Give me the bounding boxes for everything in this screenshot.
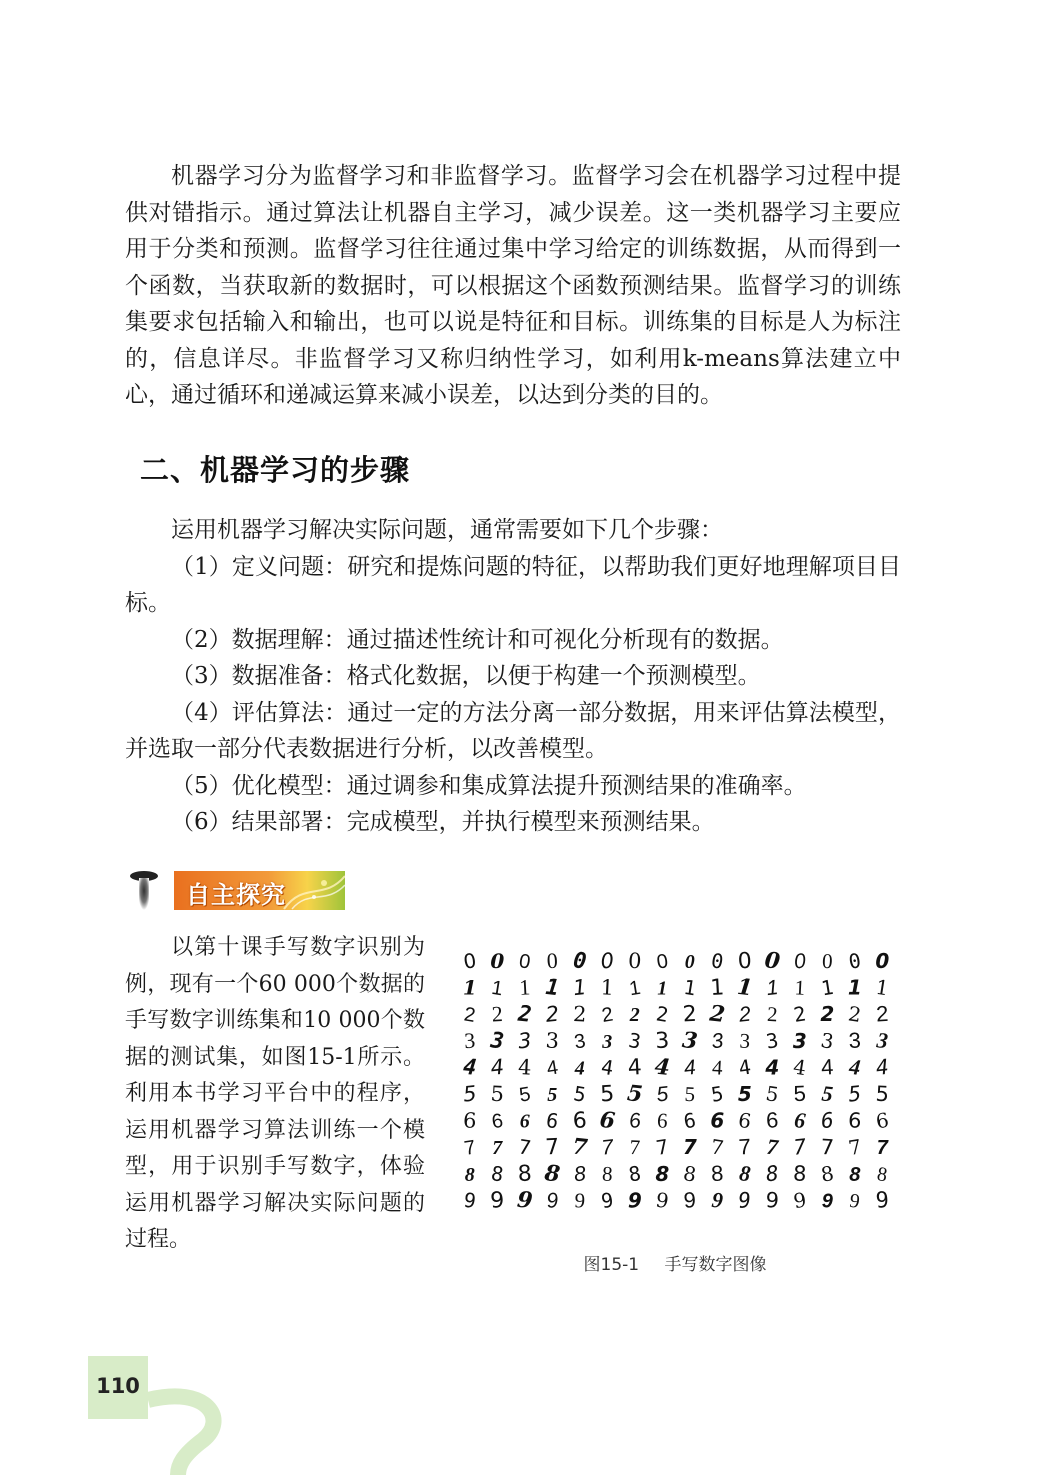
digit-glyph: 6 [598, 1106, 617, 1135]
digit-glyph: 7 [792, 1134, 808, 1160]
digit-glyph: 6 [572, 1108, 588, 1134]
digit-glyph: 4 [461, 1054, 478, 1082]
digit-glyph: 6 [490, 1109, 505, 1134]
digit-glyph: 3 [819, 1027, 836, 1054]
digit-glyph: 1 [709, 975, 725, 1001]
digit-glyph: 5 [709, 1081, 726, 1107]
digit-glyph: 1 [735, 973, 754, 1002]
step-item: （5）优化模型：通过调参和集成算法提升预测结果的准确率。 [171, 772, 807, 799]
digit-glyph: 9 [821, 1190, 833, 1213]
digit-glyph: 6 [544, 1107, 561, 1134]
digit-glyph: 2 [708, 1000, 727, 1028]
digit-glyph: 0 [763, 947, 782, 975]
digit-glyph: 2 [516, 1001, 533, 1028]
digit-glyph: 7 [876, 1137, 888, 1160]
digit-glyph: 1 [571, 974, 588, 1001]
digit-glyph: 6 [681, 1107, 698, 1134]
digit-glyph: 4 [545, 1056, 560, 1081]
digit-glyph: 4 [820, 1054, 835, 1080]
digit-glyph: 8 [572, 1162, 587, 1187]
digit-glyph: 5 [489, 1081, 505, 1107]
digit-glyph: 5 [517, 1083, 533, 1107]
digit-glyph: 3 [792, 1028, 807, 1053]
digit-glyph: 1 [544, 974, 561, 1002]
digit-glyph: 8 [464, 1163, 475, 1186]
explore-text: 以第十课手写数字识别为例，现有一个60 000个数据的手写数字训练集和10 000个数据的测试集，如图15-1所示。利用本书学习平台中的程序，运用机器学习算法训练一个模型，用于识别手写数字，体验运用机器学习解决实际问题的过程。 [125, 935, 425, 1252]
digit-glyph: 9 [627, 1188, 642, 1213]
page-number: 110 [96, 1374, 140, 1398]
digit-glyph: 9 [461, 1187, 478, 1214]
digit-glyph: 0 [517, 950, 532, 974]
figure-caption [452, 1250, 898, 1275]
digit-glyph: 5 [737, 1082, 752, 1106]
digit-glyph: 9 [737, 1187, 753, 1213]
digit-glyph: 6 [519, 1110, 530, 1133]
digit-glyph: 2 [820, 1002, 835, 1027]
digit-glyph: 4 [599, 1054, 616, 1081]
digit-glyph: 9 [847, 1189, 862, 1214]
digit-glyph: 9 [764, 1188, 780, 1213]
step-item: （2）数据理解：通过描述性统计和可视化分析现有的数据。 [171, 626, 784, 653]
digit-glyph: 9 [515, 1186, 534, 1215]
digit-glyph: 9 [599, 1187, 616, 1214]
digit-glyph: 3 [848, 1027, 862, 1054]
digit-glyph: 9 [545, 1188, 560, 1213]
digit-glyph: 5 [793, 1080, 807, 1107]
digit-glyph: 7 [709, 1134, 726, 1161]
digit-glyph: 2 [654, 1001, 671, 1027]
digit-glyph: 2 [600, 1003, 615, 1027]
digit-glyph: 7 [846, 1134, 863, 1161]
digit-glyph: 1 [681, 974, 698, 1001]
digit-glyph: 8 [738, 1160, 752, 1187]
digit-glyph: 6 [874, 1107, 891, 1134]
digit-glyph: 2 [572, 1001, 588, 1027]
digit-glyph: 0 [792, 949, 807, 974]
digit-glyph: 6 [710, 1108, 725, 1133]
digit-glyph: 0 [821, 948, 834, 974]
explorer-figure-icon [124, 870, 164, 912]
digit-glyph: 5 [461, 1081, 478, 1107]
digit-glyph: 7 [570, 1133, 589, 1161]
digit-glyph: 1 [462, 975, 477, 1000]
digit-glyph: 7 [492, 1137, 503, 1160]
digit-glyph: 3 [654, 1028, 670, 1055]
digit-grid [452, 946, 898, 1230]
digit-glyph: 8 [601, 1161, 614, 1187]
digit-glyph: 4 [627, 1055, 643, 1081]
digit-glyph: 7 [462, 1136, 478, 1160]
explore-banner [174, 871, 345, 910]
intro-paragraph: 机器学习分为监督学习和非监督学习。监督学习会在机器学习过程中提供对错指示。通过算法让机器自主学习，减少误差。这一类机器学习主要应用于分类和预测。监督学习往往通过集中学习给定的训练数据，从而得到一个函数，当获取新的数据时，可以根据这个函数预测结果。监督学习的训练集要求包括输入和输出，也可以说是特征和目标。训练集的目标是人为标注的，信息详尽。非监督学习又称归纳性学习，如利用k-means算法建立中心，通过循环和递减运算来减小误差，以达到分类的目的。 [125, 163, 901, 408]
digit-glyph: 9 [683, 1187, 697, 1213]
digit-glyph: 0 [875, 949, 890, 973]
figure-title: 手写数字图像 [664, 1255, 767, 1275]
digit-glyph: 1 [874, 974, 891, 1001]
digit-glyph: 0 [627, 948, 643, 974]
step-item: （6）结果部署：完成模型，并执行模型来预测结果。 [171, 809, 715, 835]
digit-glyph: 4 [765, 1055, 780, 1080]
digit-glyph: 5 [683, 1081, 696, 1107]
digit-glyph: 3 [764, 1028, 781, 1054]
digit-glyph: 9 [791, 1187, 808, 1214]
digit-glyph: 8 [875, 1163, 889, 1187]
digit-glyph: 2 [629, 1004, 640, 1027]
digit-glyph: 5 [847, 1081, 863, 1107]
digit-glyph: 4 [574, 1057, 585, 1080]
digit-glyph: 4 [874, 1054, 890, 1080]
digit-glyph: 5 [571, 1081, 588, 1107]
digit-glyph: 5 [764, 1081, 781, 1107]
digit-glyph: 2 [791, 1001, 808, 1027]
digit-glyph: 4 [517, 1055, 533, 1080]
digit-glyph: 9 [875, 1188, 890, 1214]
digit-glyph: 0 [599, 948, 616, 974]
digit-glyph: 3 [875, 1027, 890, 1054]
digit-glyph: 0 [684, 951, 695, 973]
page-number-box [88, 1356, 148, 1419]
digit-glyph: 3 [626, 1028, 643, 1054]
digit-glyph: 3 [489, 1028, 506, 1055]
digit-glyph: 8 [543, 1160, 562, 1188]
digit-glyph: 6 [462, 1108, 478, 1133]
digit-glyph: 2 [875, 1000, 890, 1027]
digit-glyph: 5 [655, 1082, 670, 1107]
digit-glyph: 8 [849, 1163, 861, 1186]
digit-glyph: 3 [572, 1030, 588, 1054]
digit-glyph: 2 [846, 1001, 863, 1028]
digit-glyph: 5 [547, 1084, 558, 1106]
digit-glyph: 5 [625, 1080, 644, 1108]
digit-glyph: 6 [656, 1108, 669, 1133]
digit-glyph: 0 [737, 948, 753, 975]
digit-glyph: 9 [573, 1188, 586, 1213]
digit-glyph: 8 [710, 1160, 725, 1187]
digit-glyph: 8 [655, 1161, 670, 1186]
digit-glyph: 1 [599, 975, 615, 1000]
digit-glyph: 7 [819, 1134, 835, 1160]
digit-glyph: 9 [489, 1188, 505, 1214]
digit-glyph: 2 [737, 1002, 752, 1027]
digit-glyph: 8 [681, 1160, 698, 1187]
handwritten-digits-image [452, 946, 898, 1230]
digit-glyph: 7 [600, 1135, 615, 1160]
digit-glyph: 6 [736, 1107, 753, 1134]
digit-glyph: 7 [738, 1133, 752, 1160]
digit-glyph: 6 [819, 1108, 835, 1134]
digit-glyph: 7 [765, 1133, 780, 1160]
digit-glyph: 1 [518, 974, 531, 1000]
digit-glyph: 8 [626, 1161, 643, 1187]
digit-glyph: 6 [793, 1107, 807, 1134]
digit-glyph: 9 [654, 1187, 671, 1214]
digit-glyph: 8 [792, 1161, 808, 1187]
digit-glyph: 2 [766, 1001, 779, 1027]
digit-glyph: 3 [544, 1028, 560, 1054]
digit-glyph: 3 [710, 1029, 725, 1054]
digit-glyph: 3 [680, 1027, 699, 1055]
digit-glyph: 3 [516, 1028, 533, 1054]
digit-glyph: 3 [463, 1027, 476, 1054]
digit-glyph: 5 [599, 1081, 615, 1108]
step-item: （3）数据准备：格式化数据，以便于构建一个预测模型。 [171, 663, 761, 689]
steps-block [125, 512, 901, 841]
figure-number: 图15-1 [583, 1255, 640, 1275]
digit-glyph: 3 [602, 1030, 613, 1053]
digit-glyph: 7 [682, 1135, 697, 1160]
digit-glyph: 6 [847, 1108, 863, 1133]
digit-glyph: 8 [489, 1161, 506, 1187]
digit-glyph: 4 [791, 1054, 808, 1081]
digit-glyph: 0 [571, 948, 588, 975]
digit-glyph: 8 [764, 1161, 780, 1187]
digit-glyph: 7 [628, 1134, 641, 1160]
digit-glyph: 9 [710, 1186, 725, 1213]
digit-glyph: 7 [516, 1134, 533, 1160]
digit-glyph: 6 [765, 1107, 780, 1133]
digit-glyph: 4 [848, 1053, 862, 1080]
digit-glyph: 1 [819, 974, 836, 1001]
digit-glyph: 2 [462, 1003, 477, 1027]
digit-glyph: 7 [654, 1134, 671, 1160]
digit-glyph: 4 [682, 1055, 697, 1080]
section-title: 二、机器学习的步骤 [140, 453, 411, 487]
explore-label: 自主探究 [186, 881, 286, 909]
digit-glyph: 2 [682, 1001, 698, 1028]
digit-glyph: 8 [819, 1160, 836, 1187]
step-item: （1）定义问题：研究和提炼问题的特征，以帮助我们更好地理解项目目标。 [125, 553, 901, 616]
steps-intro: 运用机器学习解决实际问题，通常需要如下几个步骤： [171, 517, 723, 543]
digit-glyph: 5 [820, 1080, 835, 1107]
digit-glyph: 4 [736, 1054, 753, 1081]
digit-glyph: 8 [517, 1161, 533, 1188]
step-item: （4）评估算法：通过一定的方法分离一部分数据，用来评估算法模型，并选取一部分代表数据进行分析，以改善模型。 [125, 699, 901, 762]
digit-glyph: 4 [489, 1054, 506, 1081]
digit-glyph: 0 [846, 948, 863, 974]
digit-glyph: 0 [709, 948, 726, 974]
digit-glyph: 4 [653, 1053, 672, 1082]
digit-glyph: 2 [544, 1001, 561, 1027]
digit-glyph: 7 [544, 1134, 560, 1161]
digit-glyph: 2 [491, 1000, 504, 1027]
digit-glyph: 0 [490, 949, 505, 973]
digit-glyph: 4 [711, 1055, 724, 1080]
digit-glyph: 0 [655, 950, 670, 974]
page-hook-decoration [148, 1380, 228, 1475]
digit-glyph: 1 [793, 975, 806, 1000]
digit-glyph: 5 [874, 1081, 890, 1107]
digit-glyph: 0 [546, 947, 559, 974]
digit-glyph: 1 [847, 975, 862, 1000]
digit-glyph: 1 [627, 976, 643, 1001]
digit-glyph: 1 [765, 976, 780, 1001]
digit-glyph: 0 [461, 948, 478, 974]
digit-glyph: 6 [627, 1109, 642, 1134]
digit-glyph: 3 [738, 1028, 751, 1054]
digit-glyph: 1 [489, 976, 505, 1001]
digit-glyph: 1 [657, 977, 668, 1000]
